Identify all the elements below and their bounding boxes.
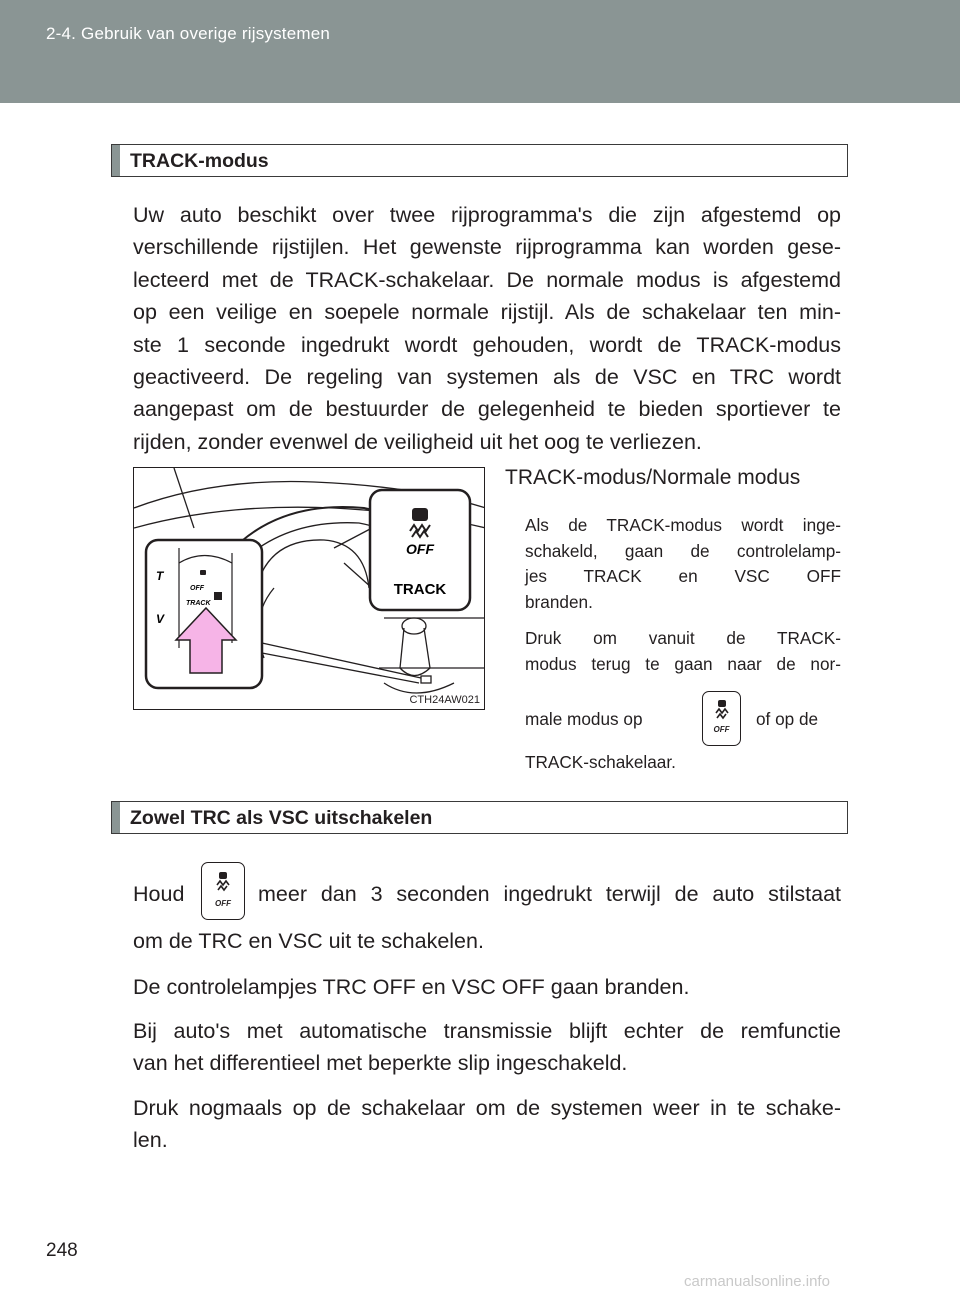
- dashboard-illustration: [133, 467, 485, 710]
- button-off-label: OFF: [215, 899, 231, 908]
- small-off-label: OFF: [190, 585, 204, 592]
- disable-heading-box: [111, 801, 848, 834]
- auto-transmission-text: [133, 1015, 841, 1080]
- track-mode-paragraph: [133, 199, 841, 458]
- svg-text:T: T: [156, 569, 164, 583]
- paragraph-line: op een veilige en soepele normale rijstijl. Als de schakelaar ten min-: [133, 300, 841, 325]
- heading-accent-bar: [112, 145, 120, 176]
- paragraph-line: van het differentieel met beperkte slip ingeschakeld.: [133, 1051, 628, 1076]
- paragraph-line: rijden, zonder evenwel de veiligheid uit het oog te verliezen.: [133, 429, 702, 454]
- disable-heading: Zowel TRC als VSC uitschakelen: [130, 807, 433, 829]
- caption-after-icon: of op de: [756, 709, 819, 729]
- small-track-label: TRACK: [186, 600, 211, 607]
- page-header: [0, 0, 960, 103]
- paragraph-line: aangepast om de bestuurder de gelegenheid te bieden sportiever te: [133, 397, 841, 422]
- page-number: 248: [46, 1240, 78, 1261]
- caption-line: Druk om vanuit de TRACK-: [525, 628, 841, 648]
- hold-text-line2: om de TRC en VSC uit te schakelen.: [133, 929, 484, 953]
- figure-code: CTH24AW021: [409, 694, 480, 706]
- lamps-text: De controlelampjes TRC OFF en VSC OFF gaan branden.: [133, 975, 690, 999]
- caption-before-icon: male modus op: [525, 709, 643, 729]
- caption-line: branden.: [525, 591, 593, 612]
- paragraph-line: len.: [133, 1128, 168, 1153]
- callout-off-label: OFF: [406, 541, 434, 557]
- track-mode-heading: TRACK-modus: [130, 150, 269, 172]
- button-off-label: OFF: [713, 725, 730, 734]
- vsc-lamp-icon: [714, 700, 730, 722]
- reenable-text: [133, 1092, 841, 1157]
- caption-line: Als de TRACK-modus wordt inge-: [525, 515, 841, 535]
- section-title: 2-4. Gebruik van overige rijsystemen: [46, 24, 331, 43]
- paragraph-line: Bij auto's met automatische transmissie blijft echter de remfunctie: [133, 1019, 841, 1043]
- caption-text-2: [525, 626, 841, 677]
- caption-title: TRACK-modus/Normale modus: [505, 466, 801, 489]
- paragraph-line: lecteerd met de TRACK-schakelaar. De normale modus is afgestemd: [133, 267, 841, 292]
- dashboard-drawing: [134, 468, 485, 710]
- watermark: carmanualsonline.info: [684, 1273, 830, 1290]
- vsc-lamp-icon: [215, 872, 231, 894]
- caption-text-1: [525, 513, 841, 615]
- paragraph-line: Uw auto beschikt over twee rijprogramma's die zijn afgestemd op: [133, 203, 841, 227]
- heading-accent-bar: [112, 802, 120, 833]
- caption-line: schakeld, gaan de controlelamp-: [525, 540, 841, 561]
- paragraph-line: Druk nogmaals op de schakelaar om de systemen weer in te schake-: [133, 1096, 841, 1120]
- track-mode-heading-box: [111, 144, 848, 177]
- paragraph-line: geactiveerd. De regeling van systemen als de VSC en TRC wordt: [133, 365, 841, 390]
- hold-text-rest: meer dan 3 seconden ingedrukt terwijl de auto stilstaat: [258, 882, 841, 906]
- caption-line: jes TRACK en VSC OFF: [525, 566, 841, 586]
- callout-track-label: TRACK: [393, 581, 447, 598]
- svg-text:V: V: [156, 612, 165, 626]
- vsc-off-button-icon: [201, 862, 245, 920]
- caption-line: modus terug te gaan naar de nor-: [525, 653, 841, 674]
- paragraph-line: ste 1 seconde ingedrukt wordt gehouden, wordt de TRACK-modus: [133, 332, 841, 357]
- hold-text-start: Houd: [133, 882, 185, 906]
- paragraph-line: verschillende rijstijlen. Het gewenste rijprogramma kan worden gese-: [133, 235, 841, 260]
- caption-end: TRACK-schakelaar.: [525, 752, 676, 772]
- vsc-off-button-icon: [702, 691, 741, 746]
